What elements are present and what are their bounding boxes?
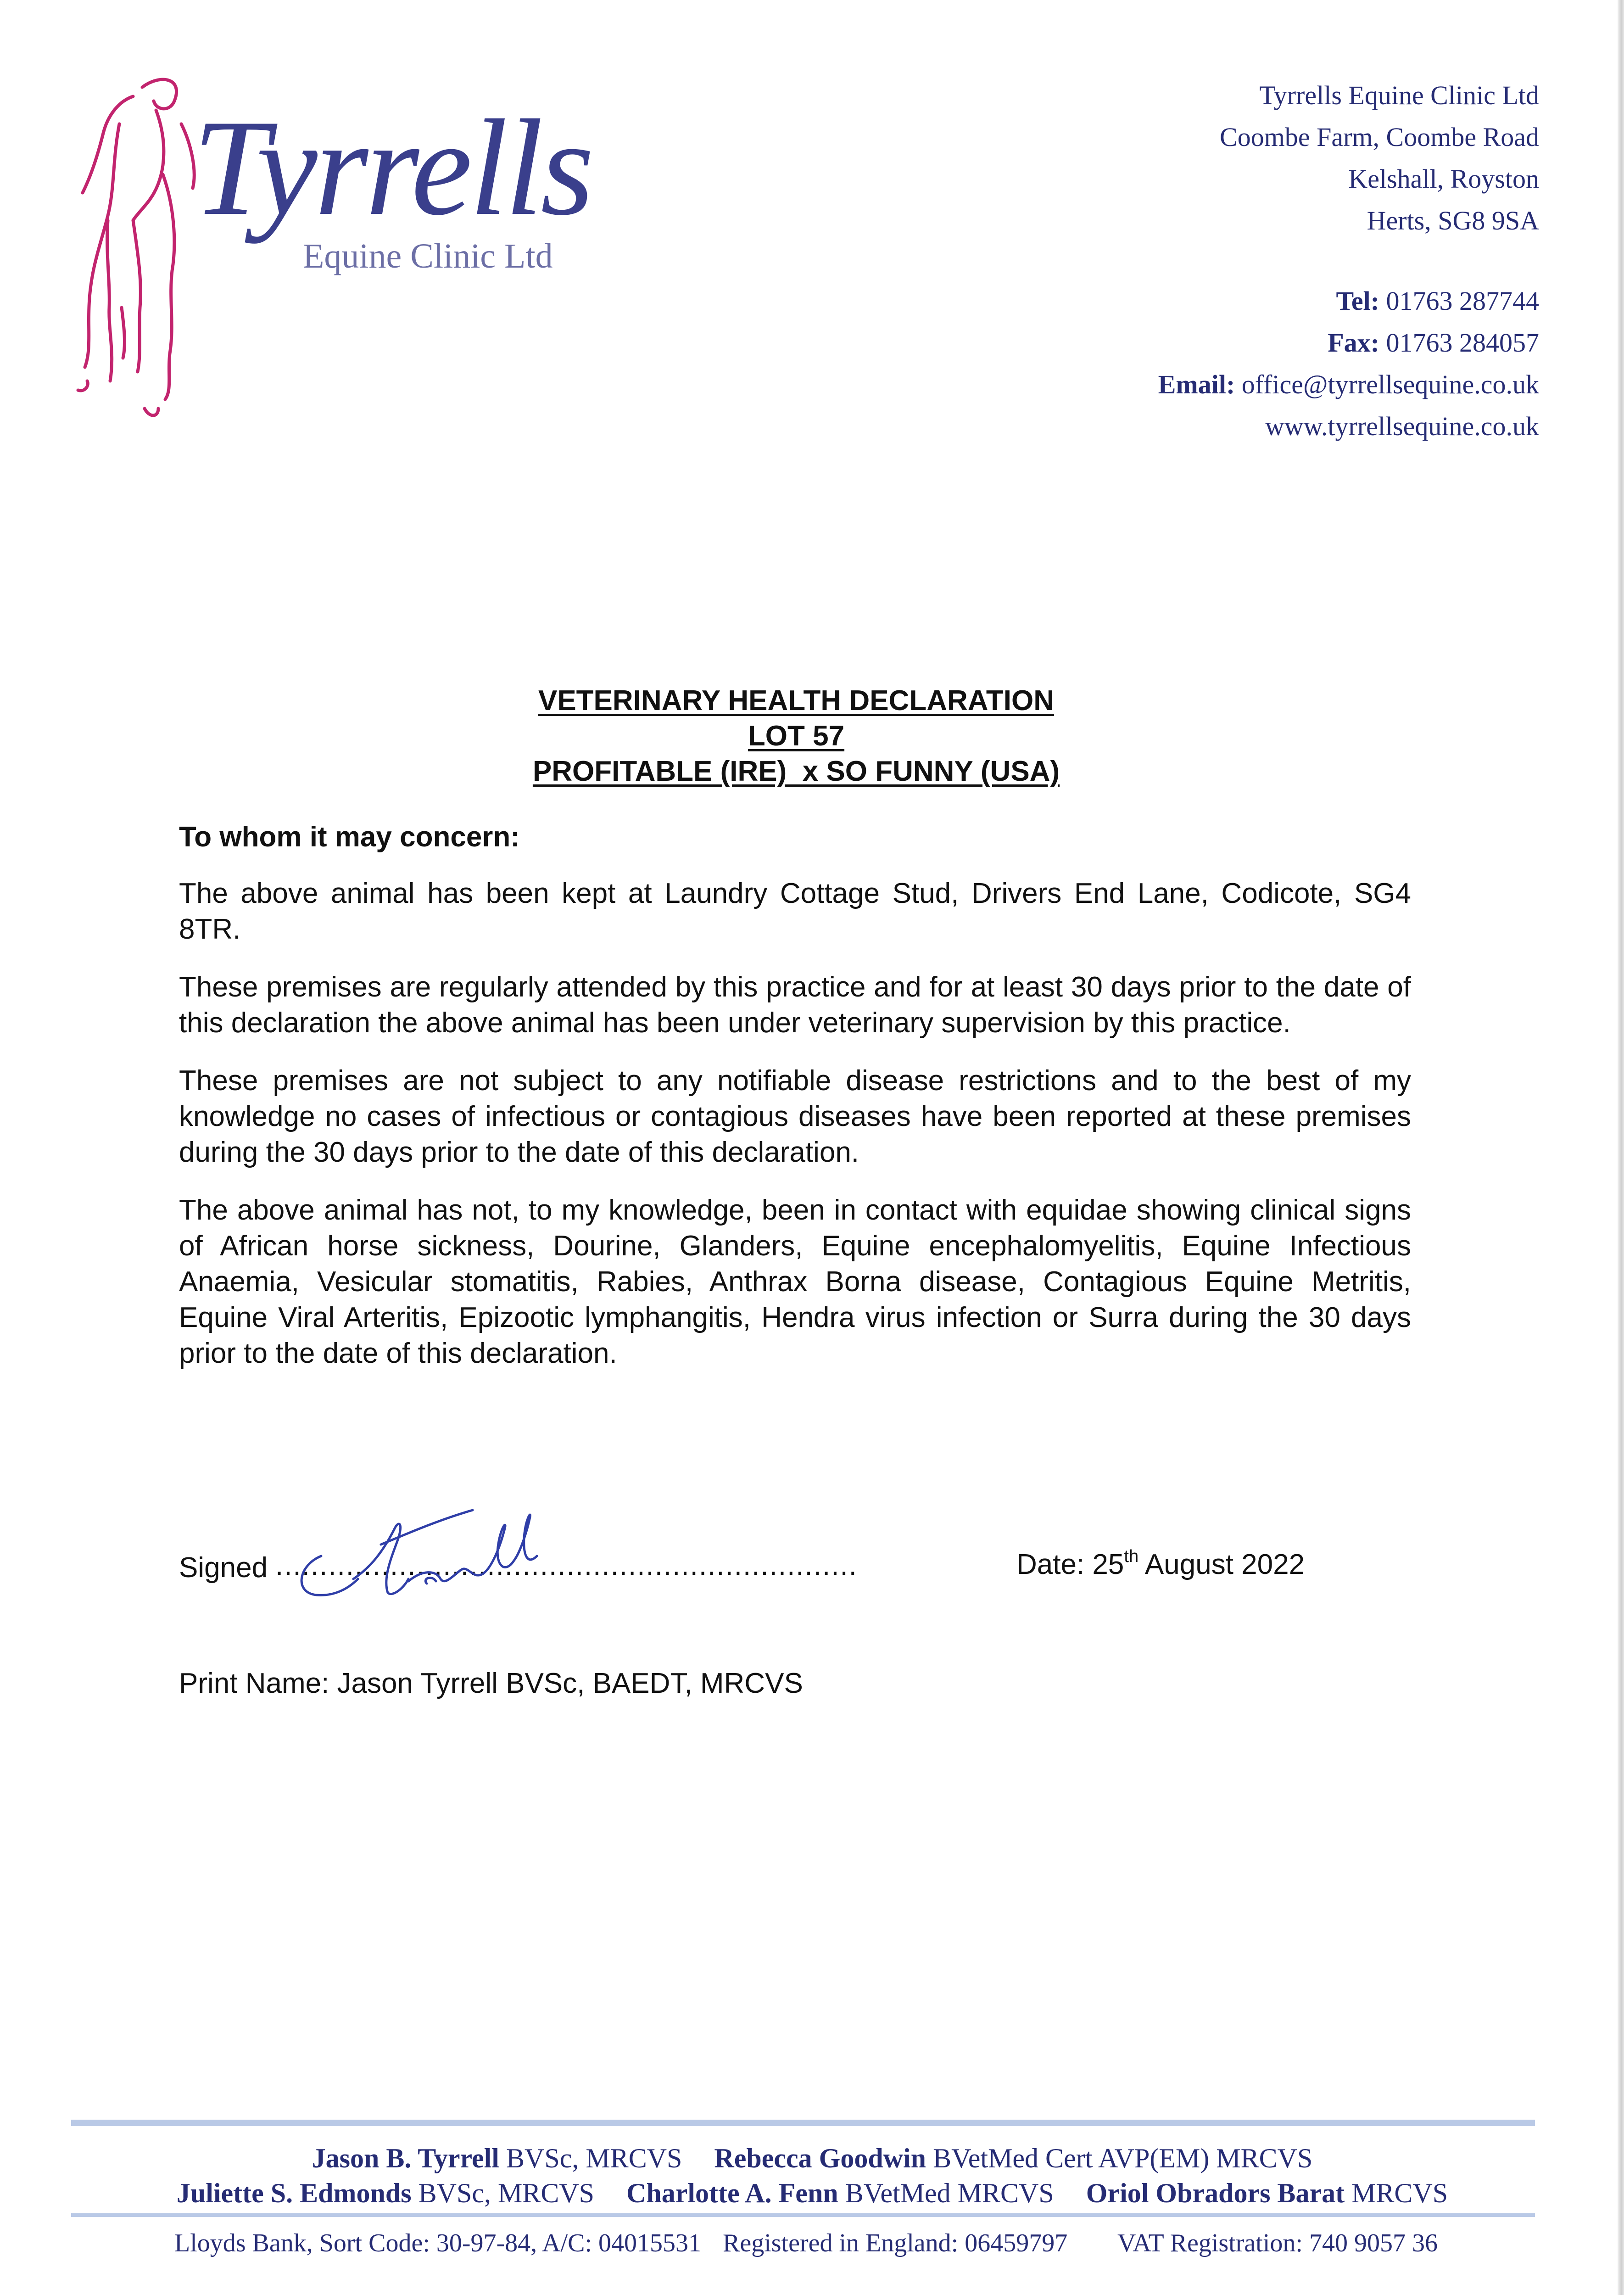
signed-label: Signed xyxy=(179,1552,268,1584)
logo-subtitle: Equine Clinic Ltd xyxy=(303,237,553,275)
footer-rule-bottom xyxy=(71,2213,1535,2217)
company-registration: Registered in England: 06459797 xyxy=(723,2229,1068,2257)
bank-details: Lloyds Bank, Sort Code: 30-97-84, A/C: 04015531 xyxy=(174,2229,701,2257)
paragraph-restrictions: These premises are not subject to any notifiable disease restrictions and to the best of my knowledge no cases of infectious or contagious diseases have been reported at these premises during the 30 days prior to the date of this declaration. xyxy=(179,1065,1411,1168)
declaration-body xyxy=(179,876,1411,1394)
pedigree-line: PROFITABLE (IRE) x SO FUNNY (USA) xyxy=(532,756,1060,787)
address-line-2: Coombe Farm, Coombe Road xyxy=(1220,122,1539,152)
vat-registration: VAT Registration: 740 9057 36 xyxy=(1117,2229,1438,2257)
declaration-heading xyxy=(0,683,1592,789)
address-line-4: Herts, SG8 9SA xyxy=(1367,206,1539,235)
logo-wordmark: Tyrrells xyxy=(193,91,592,244)
fax-line: Fax: 01763 284057 xyxy=(1328,328,1539,358)
print-name: Print Name: Jason Tyrrell BVSc, BAEDT, MRCVS xyxy=(179,1668,803,1699)
lot-number: LOT 57 xyxy=(748,720,845,752)
scan-page-edge xyxy=(1618,0,1624,2295)
partners-row-2: Juliette S. Edmonds BVSc, MRCVS Charlotte A. Fenn BVetMed MRCVS Oriol Obradors Barat MRCVS xyxy=(176,2178,1448,2208)
telephone-line: Tel: 01763 287744 xyxy=(1336,286,1539,316)
email-line: Email: office@tyrrellsequine.co.uk xyxy=(1158,369,1539,399)
email-link[interactable]: office@tyrrellsequine.co.uk xyxy=(1241,369,1539,399)
salutation: To whom it may concern: xyxy=(179,821,520,853)
declaration-title: VETERINARY HEALTH DECLARATION xyxy=(538,685,1055,716)
partners-row-1: Jason B. Tyrrell BVSc, MRCVS Rebecca Goodwin BVetMed Cert AVP(EM) MRCVS xyxy=(312,2143,1313,2173)
paragraph-disease-contact: The above animal has not, to my knowledge, been in contact with equidae showing clinical signs of African horse sickness, Dourine, Glanders, Equine encephalomyelitis, Equine Infectious Anaemia, Vesicular stomatitis, Rabies, Anthrax Borna disease, Contagious Equine Metritis, Equine Viral Arteritis, Epizootic lymphangitis, Hendra virus infection or Surra during the 30 days prior to the date of this declaration. xyxy=(179,1194,1411,1369)
footer-rule-top xyxy=(71,2120,1535,2126)
clinic-address-block xyxy=(1158,74,1539,447)
declaration-date: Date: 25th August 2022 xyxy=(1016,1547,1305,1580)
address-line-1: Tyrrells Equine Clinic Ltd xyxy=(1259,80,1539,110)
signature-line: .................................................................. xyxy=(275,1550,858,1581)
paragraph-premises: The above animal has been kept at Laundry Cottage Stud, Drivers End Lane, Codicote, SG4 8TR. xyxy=(179,878,1411,945)
paragraph-supervision: These premises are regularly attended by this practice and for at least 30 days prior to the date of this declaration the above animal has been under veterinary supervision by this practice. xyxy=(179,971,1411,1039)
handwritten-signature xyxy=(289,1501,564,1606)
website-link[interactable]: www.tyrrellsequine.co.uk xyxy=(1265,411,1539,441)
address-line-3: Kelshall, Royston xyxy=(1348,164,1539,194)
